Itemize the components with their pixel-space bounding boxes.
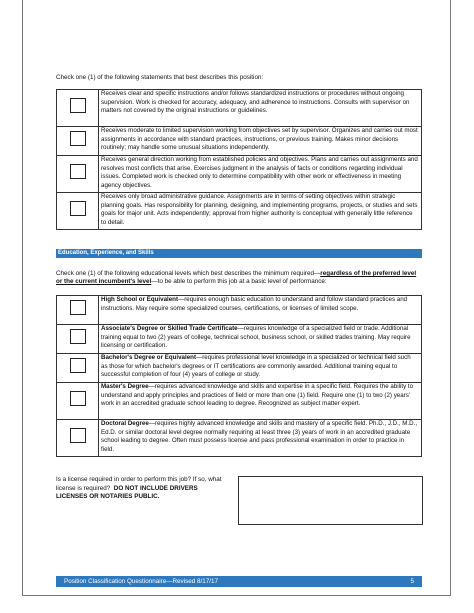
education-instruction-emphasis: regardless of the preferred level or the current incumbent's level: [56, 270, 417, 285]
education-level-row: [57, 383, 422, 420]
education-level-3-text: Bachelor's Degree or Equivalent—requires professional level knowledge in a specialized or technical field such as those for which bachelor's degrees or IT certifications are commonly awarded. Additional training equal to successful completion of four (4) years of college or study.: [99, 354, 422, 383]
license-question: Is a license required in order to perform this job? If so, what license is required? DO NOT INCLUDE DRIVERS LICENSES OR NOTARIES PUBLIC.: [56, 476, 222, 500]
supervision-options-table: [56, 89, 422, 230]
supervision-option-row: [57, 127, 422, 156]
supervision-option-4-checkbox[interactable]: [70, 201, 86, 216]
footer-bar: [56, 576, 422, 587]
education-level-row: [57, 325, 422, 354]
education-level-row: [57, 296, 422, 325]
supervision-instruction: Check one (1) of the following statements that best describes this position:: [56, 74, 264, 81]
supervision-option-4-text: Receives only broad administrative guidance. Assignments are in terms of setting objectives within strategic planning goals. Has responsibility for planning, designing, and implementing programs, projects, or studies and sets goals for major unit. Acts independently; approval from higher authority is conceptual with generally little reference to detail.: [99, 193, 422, 230]
education-level-1-text: High School or Equivalent—requires enough basic education to understand and follow standard practices and instructions. May require some specialized courses, certifications, or licenses of limited scope.: [99, 296, 422, 325]
license-note: DO NOT INCLUDE DRIVERS LICENSES OR NOTARIES PUBLIC.: [56, 484, 198, 500]
education-level-4-text: Master's Degree—requires advanced knowledge and skills and expertise in a specific field. Requires the ability to understand and apply principles and practices of field or more than one (1) field. Require one (1) to two (2) years' work in an accredited graduate school leading to degree. Recognized as subject matter expert.: [99, 383, 422, 420]
education-level-1-checkbox[interactable]: [70, 300, 86, 315]
education-level-2-text: Associate's Degree or Skilled Trade Certificate—requires knowledge of a specialized field or trade. Additional training equal to two (2) years of college, technical school, business school, or skilled trades training. May require licensing or certification.: [99, 325, 422, 354]
supervision-option-3-checkbox[interactable]: [70, 164, 86, 179]
education-section-header: Education, Experience, and Skills: [56, 249, 422, 258]
education-instruction: Check one (1) of the following educational levels which best describes the minimum required—regardless of the preferred level or the current incumbent's level—to be able to perform this job at a basic level of performance:: [56, 270, 417, 285]
supervision-option-row: [57, 156, 422, 193]
education-level-5-checkbox[interactable]: [70, 428, 86, 443]
supervision-option-3-text: Receives general direction working from established policies and objectives. Plans and carries out assignments and resolves most conflicts that arise. Exercises judgment in the analysis of facts or conditions regarding individual issues. Completed work is checked only to determine compatibility with other work or effectiveness in meeting agency objectives.: [99, 156, 422, 193]
education-level-5-text: Doctoral Degree—requires highly advanced knowledge and skills and mastery of a specific field. Ph.D., J.D., M.D., Ed.D. or similar doctoral level degree normally requiring at least three (3) years of work in an accredited graduate school leading to degree. Often must possess license and pass professional examination in order to practice in field.: [99, 420, 422, 457]
education-level-4-checkbox[interactable]: [70, 391, 86, 406]
supervision-option-row: [57, 193, 422, 230]
footer-title: Position Classification Questionnaire—Revised 8/17/17: [64, 578, 219, 585]
education-level-row: [57, 354, 422, 383]
education-level-2-checkbox[interactable]: [70, 329, 86, 344]
supervision-option-row: [57, 90, 422, 127]
license-answer-field[interactable]: [238, 476, 423, 525]
supervision-option-1-text: Receives clear and specific instructions and/or follows standardized instructions or procedures without ongoing supervision. Work is checked for accuracy, adequacy, and adherence to instructions. Consults with supervisor on matters not covered by the original instructions or guidelines.: [99, 90, 422, 127]
education-level-3-checkbox[interactable]: [70, 358, 86, 373]
supervision-option-2-checkbox[interactable]: [70, 131, 86, 146]
education-level-row: [57, 420, 422, 457]
supervision-option-2-text: Receives moderate to limited supervision working from objectives set by supervisor. Organizes and carries out most assignments in accordance with standard practices, instructions, or previous training. Makes minor decisions routinely; may handle some unusual situations independently.: [99, 127, 422, 156]
supervision-option-1-checkbox[interactable]: [70, 98, 86, 113]
education-levels-table: [56, 295, 422, 457]
page-number: 5: [410, 578, 414, 585]
